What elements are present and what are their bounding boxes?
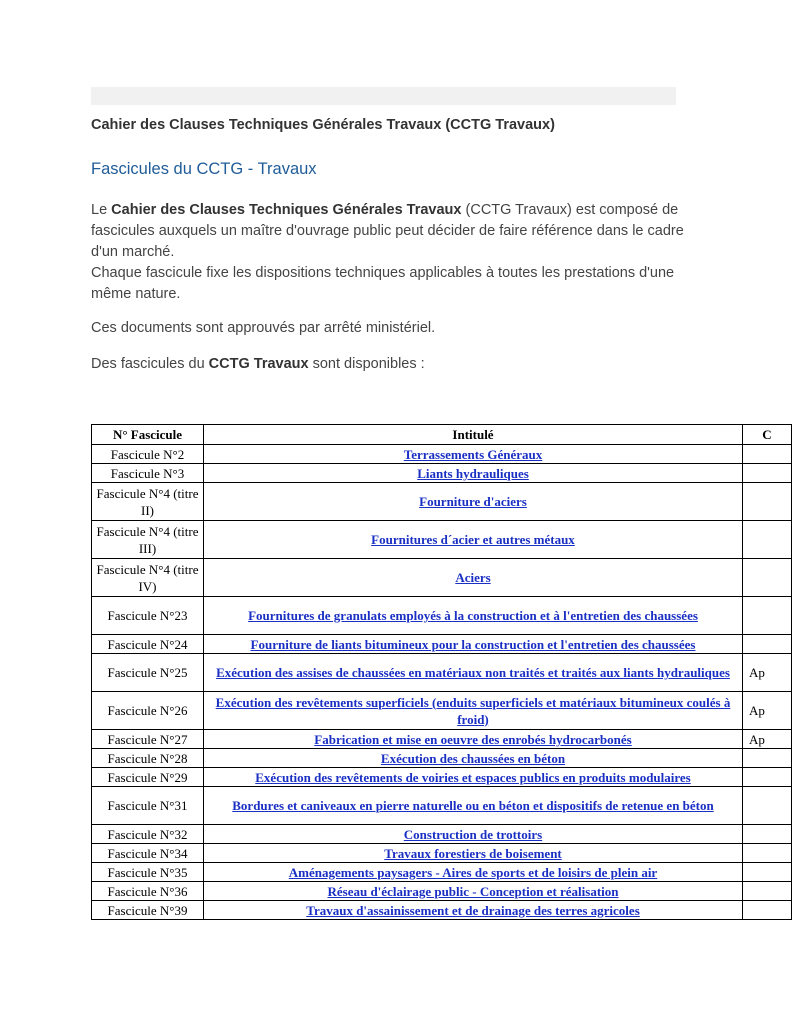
fascicule-number: Fascicule N°34	[92, 844, 204, 863]
fascicule-title-link[interactable]: Construction de trottoirs	[403, 826, 543, 842]
fascicule-title-link[interactable]: Fourniture de liants bitumineux pour la construction et l'entretien des chaussées	[250, 636, 696, 652]
fascicule-title-cell	[204, 901, 743, 920]
fascicule-title-link[interactable]: Liants hydrauliques	[417, 465, 529, 481]
fascicule-number: Fascicule N°2	[92, 445, 204, 464]
extra-cell	[743, 635, 792, 654]
fascicule-title-link[interactable]: Bordures et caniveaux en pierre naturelle ou en béton et dispositifs de retenue en béton	[232, 798, 714, 813]
fascicule-title-link[interactable]: Aciers	[455, 570, 491, 585]
fascicule-title-link[interactable]: Exécution des revêtements de voiries et espaces publics en produits modulaires	[255, 769, 691, 785]
fascicule-title-link[interactable]: Fournitures de granulats employés à la construction et à l'entretien des chaussées	[248, 608, 698, 623]
fascicule-number: Fascicule N°3	[92, 464, 204, 483]
fascicule-title-cell	[204, 882, 743, 901]
fascicule-title-cell	[204, 635, 743, 654]
fascicules-table-container	[91, 424, 772, 944]
table-row	[92, 692, 792, 730]
availability-paragraph: Des fascicules du CCTG Travaux sont disponibles :	[91, 356, 425, 372]
fascicule-title-link[interactable]: Fourniture d'aciers	[419, 494, 527, 509]
table-row	[92, 464, 792, 483]
fascicule-number: Fascicule N°4 (titre II)	[92, 483, 204, 521]
extra-cell	[743, 464, 792, 483]
fascicules-table	[91, 424, 792, 920]
extra-cell	[743, 445, 792, 464]
fascicule-title-link[interactable]: Exécution des revêtements superficiels (enduits superficiels et matériaux bitumineux coulés à froid)	[215, 694, 731, 727]
table-row	[92, 844, 792, 863]
fascicule-title-cell	[204, 787, 743, 825]
fascicule-number: Fascicule N°28	[92, 749, 204, 768]
fascicule-title-link[interactable]: Fabrication et mise en oeuvre des enrobés hydrocarbonés	[314, 731, 632, 747]
fascicule-title-cell	[204, 483, 743, 521]
fascicule-number: Fascicule N°36	[92, 882, 204, 901]
document-title: Cahier des Clauses Techniques Générales Travaux (CCTG Travaux)	[91, 117, 555, 133]
fascicule-title-cell	[204, 768, 743, 787]
table-row	[92, 901, 792, 920]
fascicule-title-cell	[204, 654, 743, 692]
extra-cell	[743, 521, 792, 559]
fascicule-title-cell	[204, 521, 743, 559]
fascicule-title-link[interactable]: Travaux d'assainissement et de drainage des terres agricoles	[306, 902, 640, 918]
fascicule-number: Fascicule N°31	[92, 787, 204, 825]
fascicule-number: Fascicule N°39	[92, 901, 204, 920]
fascicule-number: Fascicule N°25	[92, 654, 204, 692]
approval-paragraph: Ces documents sont approuvés par arrêté ministériel.	[91, 320, 436, 336]
fascicule-title-cell	[204, 730, 743, 749]
fascicule-number: Fascicule N°32	[92, 825, 204, 844]
table-header-row	[92, 425, 792, 445]
extra-cell	[743, 787, 792, 825]
fascicule-number: Fascicule N°29	[92, 768, 204, 787]
table-row	[92, 787, 792, 825]
fascicule-number: Fascicule N°23	[92, 597, 204, 635]
extra-cell	[743, 844, 792, 863]
table-row	[92, 445, 792, 464]
fascicule-title-link[interactable]: Fournitures d´acier et autres métaux	[371, 532, 575, 547]
table-row	[92, 863, 792, 882]
fascicule-number: Fascicule N°4 (titre IV)	[92, 559, 204, 597]
fascicule-title-link[interactable]: Aménagements paysagers - Aires de sports et de loisirs de plein air	[288, 864, 658, 880]
extra-cell	[743, 882, 792, 901]
intro-paragraph: Le Cahier des Clauses Techniques Générales Travaux (CCTG Travaux) est composé de fascicules auxquels un maître d'ouvrage public peut décider de faire référence dans le cadre d'un marché. Chaque fascicule fixe les dispositions techniques applicables à toutes les prestations d'une même nature.	[91, 202, 684, 302]
fascicule-number: Fascicule N°26	[92, 692, 204, 730]
table-row	[92, 483, 792, 521]
extra-cell: Ap	[743, 692, 792, 730]
table-row	[92, 768, 792, 787]
fascicule-title-link[interactable]: Réseau d'éclairage public - Conception et réalisation	[327, 883, 619, 899]
extra-cell	[743, 749, 792, 768]
fascicule-number: Fascicule N°35	[92, 863, 204, 882]
fascicule-title-cell	[204, 749, 743, 768]
fascicule-title-cell	[204, 692, 743, 730]
top-bar	[91, 87, 676, 105]
fascicule-title-link[interactable]: Exécution des assises de chaussées en matériaux non traités et traités aux liants hydrauliques	[216, 665, 730, 680]
header-fascicule: N° Fascicule	[92, 425, 204, 445]
fascicule-title-cell	[204, 559, 743, 597]
extra-cell	[743, 768, 792, 787]
table-row	[92, 635, 792, 654]
extra-cell	[743, 863, 792, 882]
extra-cell: Ap	[743, 730, 792, 749]
fascicule-title-link[interactable]: Exécution des chaussées en béton	[380, 750, 566, 766]
fascicule-title-link[interactable]: Terrassements Généraux	[403, 446, 543, 462]
table-row	[92, 825, 792, 844]
table-row	[92, 654, 792, 692]
fascicule-title-cell	[204, 825, 743, 844]
extra-cell	[743, 597, 792, 635]
fascicule-title-cell	[204, 445, 743, 464]
extra-cell: Ap	[743, 654, 792, 692]
fascicule-title-link[interactable]: Travaux forestiers de boisement	[384, 845, 562, 861]
table-row	[92, 749, 792, 768]
header-third: C	[743, 425, 792, 445]
fascicule-number: Fascicule N°27	[92, 730, 204, 749]
section-title: Fascicules du CCTG - Travaux	[91, 160, 317, 178]
fascicule-title-cell	[204, 597, 743, 635]
extra-cell	[743, 559, 792, 597]
fascicule-title-cell	[204, 464, 743, 483]
extra-cell	[743, 825, 792, 844]
extra-cell	[743, 483, 792, 521]
table-row	[92, 521, 792, 559]
table-row	[92, 559, 792, 597]
table-row	[92, 882, 792, 901]
fascicule-title-cell	[204, 863, 743, 882]
fascicule-number: Fascicule N°4 (titre III)	[92, 521, 204, 559]
fascicule-number: Fascicule N°24	[92, 635, 204, 654]
extra-cell	[743, 901, 792, 920]
table-row	[92, 730, 792, 749]
table-row	[92, 597, 792, 635]
header-intitule: Intitulé	[204, 425, 743, 445]
fascicule-title-cell	[204, 844, 743, 863]
